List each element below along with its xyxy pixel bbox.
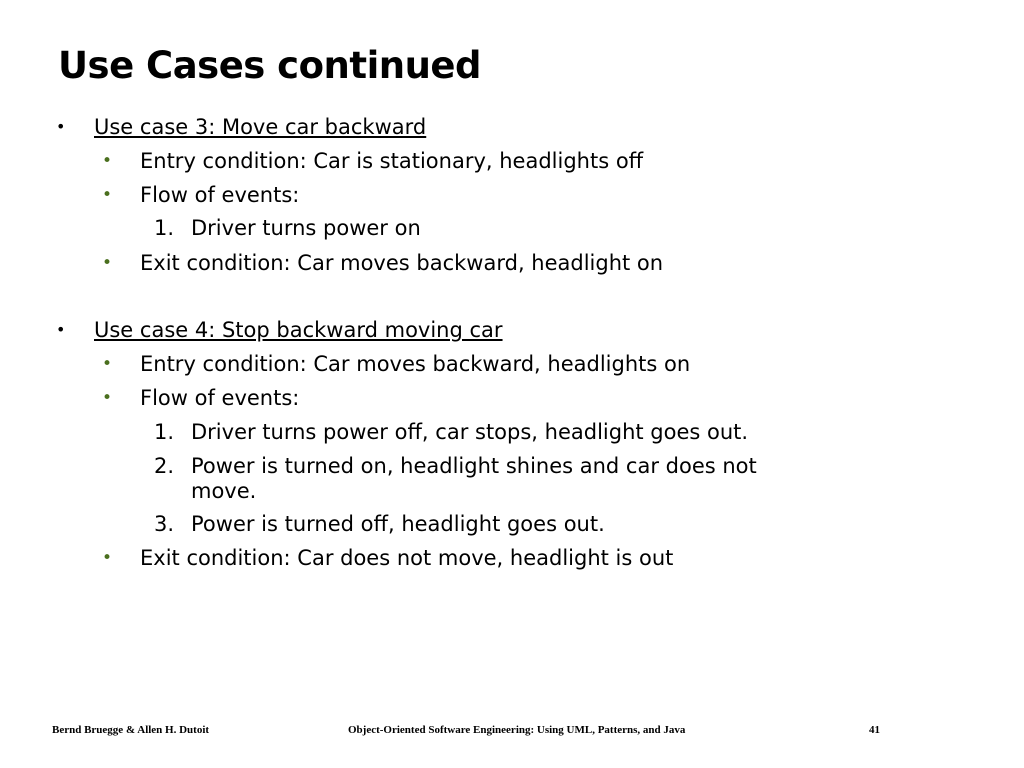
footer-authors: Bernd Bruegge & Allen H. Dutoit — [52, 724, 210, 736]
bullet-icon: • — [102, 354, 113, 374]
use-case-3-entry: • Entry condition: Car is stationary, headlights off — [102, 149, 644, 173]
bullet-icon: • — [102, 253, 113, 273]
use-case-4-flow-step-2-continued: move. — [191, 479, 257, 503]
bullet-icon: • — [102, 185, 113, 205]
footer-page-number: 41 — [869, 724, 880, 736]
use-case-3-exit: • Exit condition: Car moves backward, headlight on — [102, 251, 664, 275]
use-case-4-exit: • Exit condition: Car does not move, headlight is out — [102, 546, 674, 570]
use-case-4-flow-label: • Flow of events: — [102, 386, 300, 410]
bullet-icon: • — [102, 151, 113, 171]
bullet-icon: • — [102, 548, 113, 568]
bullet-icon: • — [56, 117, 66, 136]
bullet-icon: • — [102, 388, 113, 408]
footer-book-title: Object-Oriented Software Engineering: Using UML, Patterns, and Java — [348, 724, 686, 736]
use-case-3-flow-step-1: 1. Driver turns power on — [154, 216, 421, 240]
use-case-3-heading: • Use case 3: Move car backward — [56, 115, 427, 139]
use-case-4-entry: • Entry condition: Car moves backward, headlights on — [102, 352, 691, 376]
slide-title: Use Cases continued — [58, 44, 482, 87]
use-case-4-heading: • Use case 4: Stop backward moving car — [56, 318, 503, 342]
use-case-4-flow-step-1: 1. Driver turns power off, car stops, headlight goes out. — [154, 420, 749, 444]
use-case-3-flow-label: • Flow of events: — [102, 183, 300, 207]
use-case-4-flow-step-2: 2. Power is turned on, headlight shines and car does not — [154, 454, 757, 478]
use-case-4-flow-step-3: 3. Power is turned off, headlight goes out. — [154, 512, 605, 536]
bullet-icon: • — [56, 320, 66, 339]
